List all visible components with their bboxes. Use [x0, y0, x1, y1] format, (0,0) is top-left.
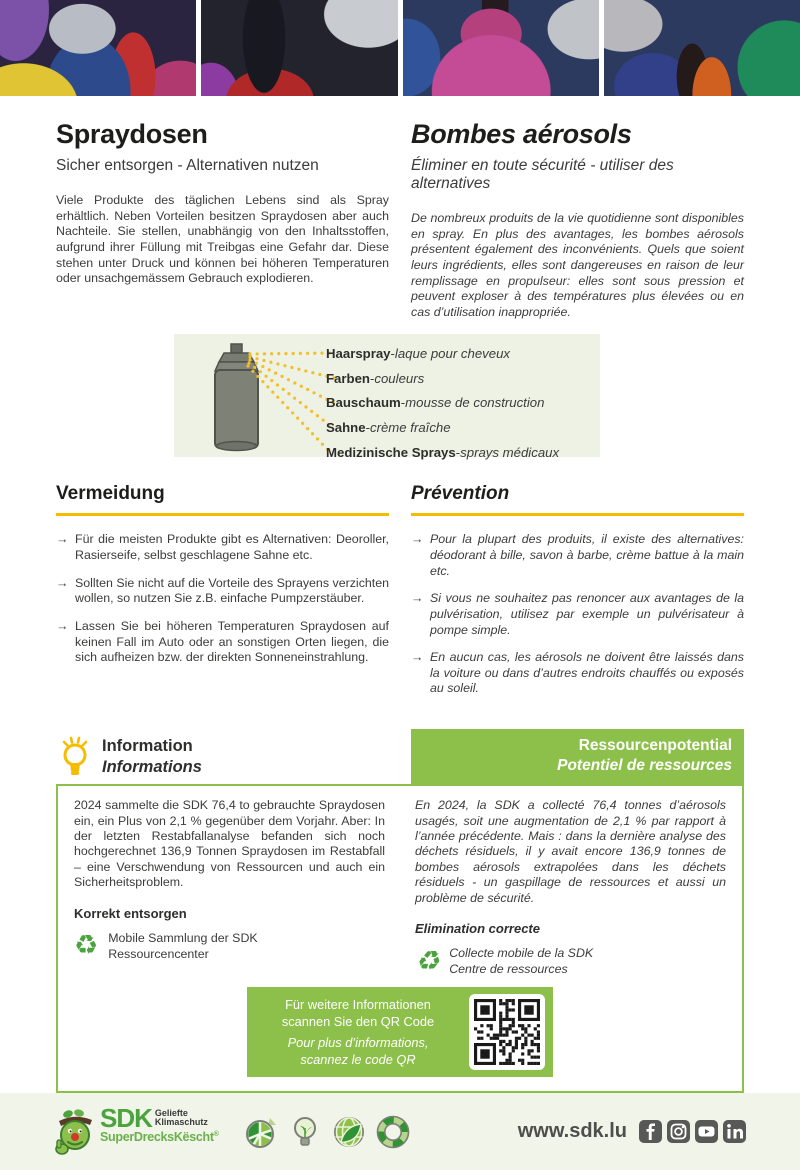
linkedin-icon[interactable] — [723, 1120, 746, 1143]
prevention-list-fr — [411, 532, 744, 697]
recycle-icon: ♻ — [415, 945, 440, 976]
title-col-fr — [411, 119, 744, 320]
qr-instructions: Für weitere Informationen scannen Sie den QR Code Pour plus d’informations, scannez le code QR — [281, 997, 435, 1067]
youtube-icon[interactable] — [695, 1120, 718, 1143]
list-item: → Sollten Sie nicht auf die Vorteile des Sprayens verzichten wollen, so nutzen Sie z.B. einfache Pumpzerstäuber. — [56, 575, 389, 606]
disposal-heading-fr: Elimination correcte — [415, 920, 540, 936]
eco-lightbulb-icon — [287, 1114, 323, 1150]
info-col-fr — [415, 798, 726, 977]
disposal-row-de — [74, 930, 385, 962]
spray-cans-photo-strip — [0, 0, 800, 96]
spray-examples-box — [174, 334, 600, 460]
sdk-logo — [54, 1102, 219, 1157]
disposal-row-fr — [415, 945, 726, 977]
footer — [0, 1093, 800, 1170]
intro-paragraph-fr: De nombreux produits de la vie quotidienne sont disponibles en spray. En plus des avantages, les bombes aérosols présentent également des inconvénients. Quels que soient leurs ingrédients, elles sont dangereuses en raison de leur remplissage en propulseur: elles sont sous pression et peuvent exploser à des températures plus élevées ou en cas d’utilisation inappropriée. — [411, 211, 744, 319]
recycle-icon: ♻ — [74, 930, 99, 961]
eco-icons — [243, 1114, 411, 1150]
prevention-section — [56, 483, 744, 709]
sdk-mascot-icon — [54, 1107, 96, 1157]
intro-paragraph-de: Viele Produkte des täglichen Lebens sind als Spray erhältlich. Neben Vorteilen besitzen Spraydosen aber auch Nachteile. Sie stellen, unabhängig von den Inhaltsstoffen, aufgrund ihrer Füllung mit Treibgas eine Gefahr dar. Diese stehen unter Druck und können bei höheren Temperaturen oder unsachgemässem Gebrauch explodieren. — [56, 193, 389, 286]
qr-banner — [247, 987, 553, 1077]
info-paragraph-de: 2024 sammelte die SDK 76,4 to gebrauchte Spraydosen ein, ein Plus von 2,1 % gegenüber dem Vorjahr. Aber: In der letzten Restabfallanalyse befanden sich noch hochgerechnet 136,9 Tonnen Spraydosen im Restabfall – eine Verschwendung von Ressourcen und auch ein Sicherheitsproblem. — [74, 798, 385, 890]
website-group — [518, 1120, 746, 1143]
website-link[interactable]: www.sdk.lu — [517, 1120, 627, 1143]
list-item: Haarspray - laque pour cheveux — [326, 346, 511, 362]
info-col-de — [74, 798, 385, 977]
arrow-icon: → — [56, 618, 69, 633]
list-item: → Pour la plupart des produits, il existe des alternatives: déodorant à bille, savon à barbe, crème battue à la main etc. — [411, 532, 744, 578]
prevention-list-de — [56, 532, 389, 665]
info-paragraph-fr: En 2024, la SDK a collecté 76,4 tonnes d’aérosols usagés, soit une augmentation de 2,1 % par rapport à l’année précédente. Mais : dans la dernière analyse des déchets résiduels, il y avait encore 136,9 tonnes de bombes aérosols extrapolées dans les déchets résiduels - un gaspillage de ressources et aussi un problème de sécurité. — [415, 798, 726, 905]
list-item: → Si vous ne souhaitez pas renoncer aux avantages de la pulvérisation, utilisez par exemple un pulvérisateur à pompe simple. — [411, 591, 744, 637]
photo-segment-1 — [0, 0, 196, 96]
arrow-icon: → — [411, 532, 424, 547]
section-heading-de: Vermeidung — [56, 483, 165, 505]
list-item: → Lassen Sie bei höheren Temperaturen Spraydosen auf keinen Fall im Auto oder an sonstigen Orten liegen, die sich aufheizen bzw. der direkten Sonneneinstrahlung. — [56, 618, 389, 665]
social-icons — [639, 1120, 746, 1143]
list-item: Medizinische Sprays - sprays médicaux — [326, 444, 560, 460]
prevention-col-fr — [411, 483, 744, 709]
photo-segment-2 — [201, 0, 397, 96]
lightbulb-icon — [58, 735, 92, 779]
pie-chart-icon — [243, 1114, 279, 1150]
page-title-de: Spraydosen — [56, 119, 208, 149]
information-label-text: Information Informations — [102, 737, 202, 776]
instagram-icon[interactable] — [667, 1120, 690, 1143]
page-content — [0, 96, 800, 1093]
subtitle-fr: Éliminer en toute sécurité - utiliser des alternatives — [411, 157, 674, 192]
yellow-rule — [411, 513, 744, 516]
spray-examples-list — [326, 341, 559, 464]
information-header-row — [56, 729, 744, 784]
information-box — [56, 784, 744, 1093]
disposal-text-fr: Collecte mobile de la SDK Centre de ressources — [449, 945, 594, 977]
facebook-icon[interactable] — [639, 1120, 662, 1143]
list-item: Sahne - crème fraîche — [326, 419, 451, 435]
list-item: Bauschaum - mousse de construction — [326, 395, 545, 411]
disposal-text-de: Mobile Sammlung der SDK Ressourcencenter — [108, 930, 258, 961]
arrow-icon: → — [56, 532, 69, 547]
page-title-fr: Bombes aérosols — [411, 119, 632, 149]
title-section — [56, 119, 744, 320]
information-label — [56, 729, 389, 784]
title-col-de — [56, 119, 389, 320]
prevention-col-de — [56, 483, 389, 709]
list-item: Farben - couleurs — [326, 370, 425, 386]
sdk-wordmark: SDK — [100, 1102, 152, 1133]
sdk-brand-name: SuperDrecksKëscht® — [100, 1130, 219, 1145]
resource-potential-banner: Ressourcenpotential Potentiel de ressources — [411, 729, 744, 784]
sdk-logo-text — [100, 1102, 219, 1145]
spray-can-icon — [188, 340, 338, 455]
list-item: → En aucun cas, les aérosols ne doivent être laissés dans la voiture ou dans d’autres endroits chauffés ou exposés au soleil. — [411, 650, 744, 696]
globe-leaf-icon — [331, 1114, 367, 1150]
arrow-icon: → — [411, 591, 424, 606]
arrow-icon: → — [411, 650, 424, 665]
circular-economy-icon — [375, 1114, 411, 1150]
section-heading-fr: Prévention — [411, 483, 510, 505]
sdk-tagline: Geliefte Klimaschutz — [154, 1107, 208, 1128]
photo-segment-4 — [604, 0, 800, 96]
photo-segment-3 — [403, 0, 599, 96]
arrow-icon: → — [56, 575, 69, 590]
subtitle-de: Sicher entsorgen - Alternativen nutzen — [56, 157, 319, 174]
disposal-heading-de: Korrekt entsorgen — [74, 905, 187, 921]
qr-code — [469, 994, 545, 1070]
list-item: → Für die meisten Produkte gibt es Alternativen: Deoroller, Rasierseife, selbst geschlagene Sahne etc. — [56, 532, 389, 562]
yellow-rule — [56, 513, 389, 516]
